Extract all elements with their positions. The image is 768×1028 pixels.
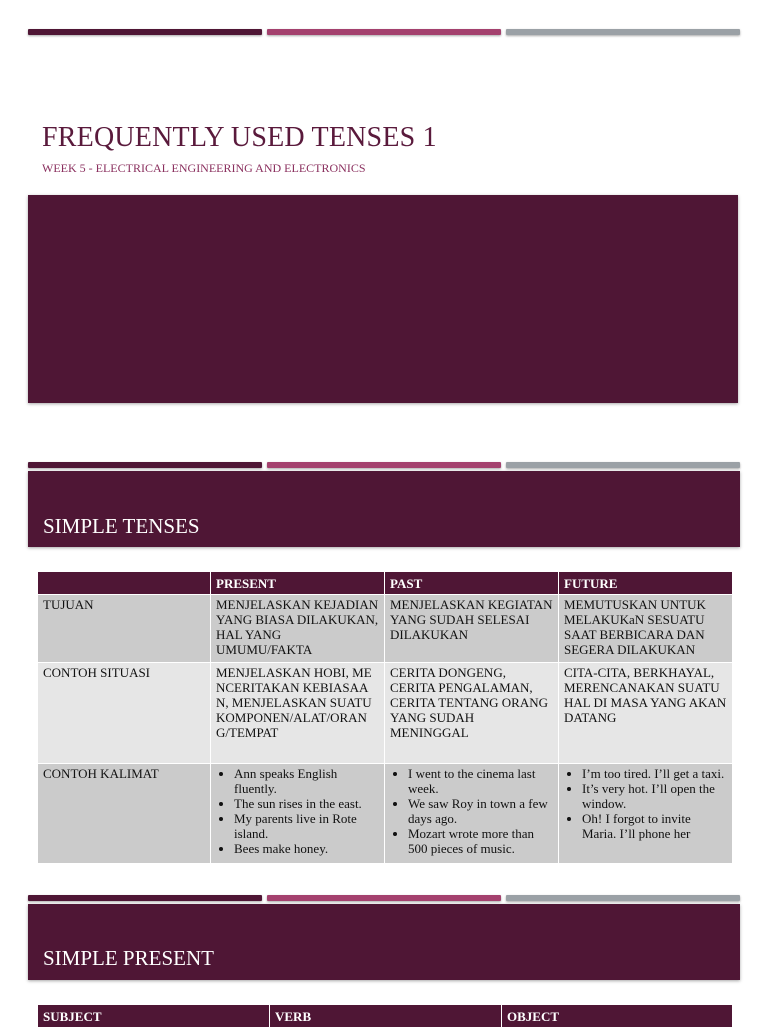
table-cell: MEMUTUSKAN UNTUK MELAKUKaN SESUATU SAAT BERBICARA DAN SEGERA DILAKUKAN bbox=[559, 595, 733, 663]
accent-stripe-dark bbox=[28, 462, 262, 468]
row-label: CONTOH KALIMAT bbox=[38, 764, 211, 864]
structure-table bbox=[37, 1004, 733, 1028]
section-heading: SIMPLE PRESENT bbox=[43, 946, 214, 970]
table-cell: MENJELASKAN HOBI, MENCERITAKAN KEBIASAAN, MENJELASKAN SUATU KOMPONEN/ALAT/ORANG/TEMPAT bbox=[211, 663, 385, 764]
example-list bbox=[216, 766, 379, 856]
list-item: • It’s very hot. I’ll open the window. bbox=[582, 781, 727, 811]
title-banner bbox=[28, 195, 738, 403]
header-cell: OBJECT bbox=[502, 1005, 733, 1028]
accent-stripe-gray bbox=[506, 29, 740, 35]
slide-title: FREQUENTLY USED TENSES 1 bbox=[42, 122, 437, 153]
table-cell: MENJELASKAN KEGIATAN YANG SUDAH SELESAI DILAKUKAN bbox=[385, 595, 559, 663]
list-item: • We saw Roy in town a few days ago. bbox=[408, 796, 553, 826]
accent-stripe-pink bbox=[267, 895, 501, 901]
list-item: • Bees make honey. bbox=[234, 841, 379, 856]
header-cell: VERB bbox=[270, 1005, 502, 1028]
header-cell: FUTURE bbox=[559, 572, 733, 595]
list-item: • I went to the cinema last week. bbox=[408, 766, 553, 796]
accent-stripe-pink bbox=[267, 29, 501, 35]
accent-stripe-dark bbox=[28, 895, 262, 901]
table-cell: CERITA DONGENG, CERITA PENGALAMAN, CERITA TENTANG ORANG YANG SUDAH MENINGGAL bbox=[385, 663, 559, 764]
table-header-row bbox=[38, 1005, 733, 1028]
accent-stripe-pink bbox=[267, 462, 501, 468]
table-cell bbox=[559, 764, 733, 864]
list-item: • The sun rises in the east. bbox=[234, 796, 379, 811]
table-cell bbox=[211, 764, 385, 864]
table-row bbox=[38, 595, 733, 663]
header-cell: SUBJECT bbox=[38, 1005, 270, 1028]
example-list bbox=[564, 766, 727, 841]
slide-subtitle: WEEK 5 - ELECTRICAL ENGINEERING AND ELECTRONICS bbox=[42, 161, 366, 175]
table-cell bbox=[385, 764, 559, 864]
header-cell: PRESENT bbox=[211, 572, 385, 595]
table-header-row bbox=[38, 572, 733, 595]
table-cell: CITA-CITA, BERKHAYAL, MERENCANAKAN SUATU HAL DI MASA YANG AKAN DATANG bbox=[559, 663, 733, 764]
list-item: • Ann speaks English fluently. bbox=[234, 766, 379, 796]
table-cell: MENJELASKAN KEJADIAN YANG BIASA DILAKUKAN, HAL YANG UMUMU/FAKTA bbox=[211, 595, 385, 663]
example-list bbox=[390, 766, 553, 856]
accent-stripe-gray bbox=[506, 895, 740, 901]
table-row bbox=[38, 663, 733, 764]
header-cell: PAST bbox=[385, 572, 559, 595]
row-label: CONTOH SITUASI bbox=[38, 663, 211, 764]
row-label: TUJUAN bbox=[38, 595, 211, 663]
header-cell bbox=[38, 572, 211, 595]
list-item: • Oh! I forgot to invite Maria. I’ll phone her bbox=[582, 811, 727, 841]
tenses-table bbox=[37, 571, 733, 864]
list-item: • I’m too tired. I’ll get a taxi. bbox=[582, 766, 727, 781]
section-heading: SIMPLE TENSES bbox=[43, 514, 200, 538]
list-item: • My parents live in Rote island. bbox=[234, 811, 379, 841]
accent-stripe-dark bbox=[28, 29, 262, 35]
accent-stripe-gray bbox=[506, 462, 740, 468]
table-row bbox=[38, 764, 733, 864]
list-item: • Mozart wrote more than 500 pieces of music. bbox=[408, 826, 553, 856]
